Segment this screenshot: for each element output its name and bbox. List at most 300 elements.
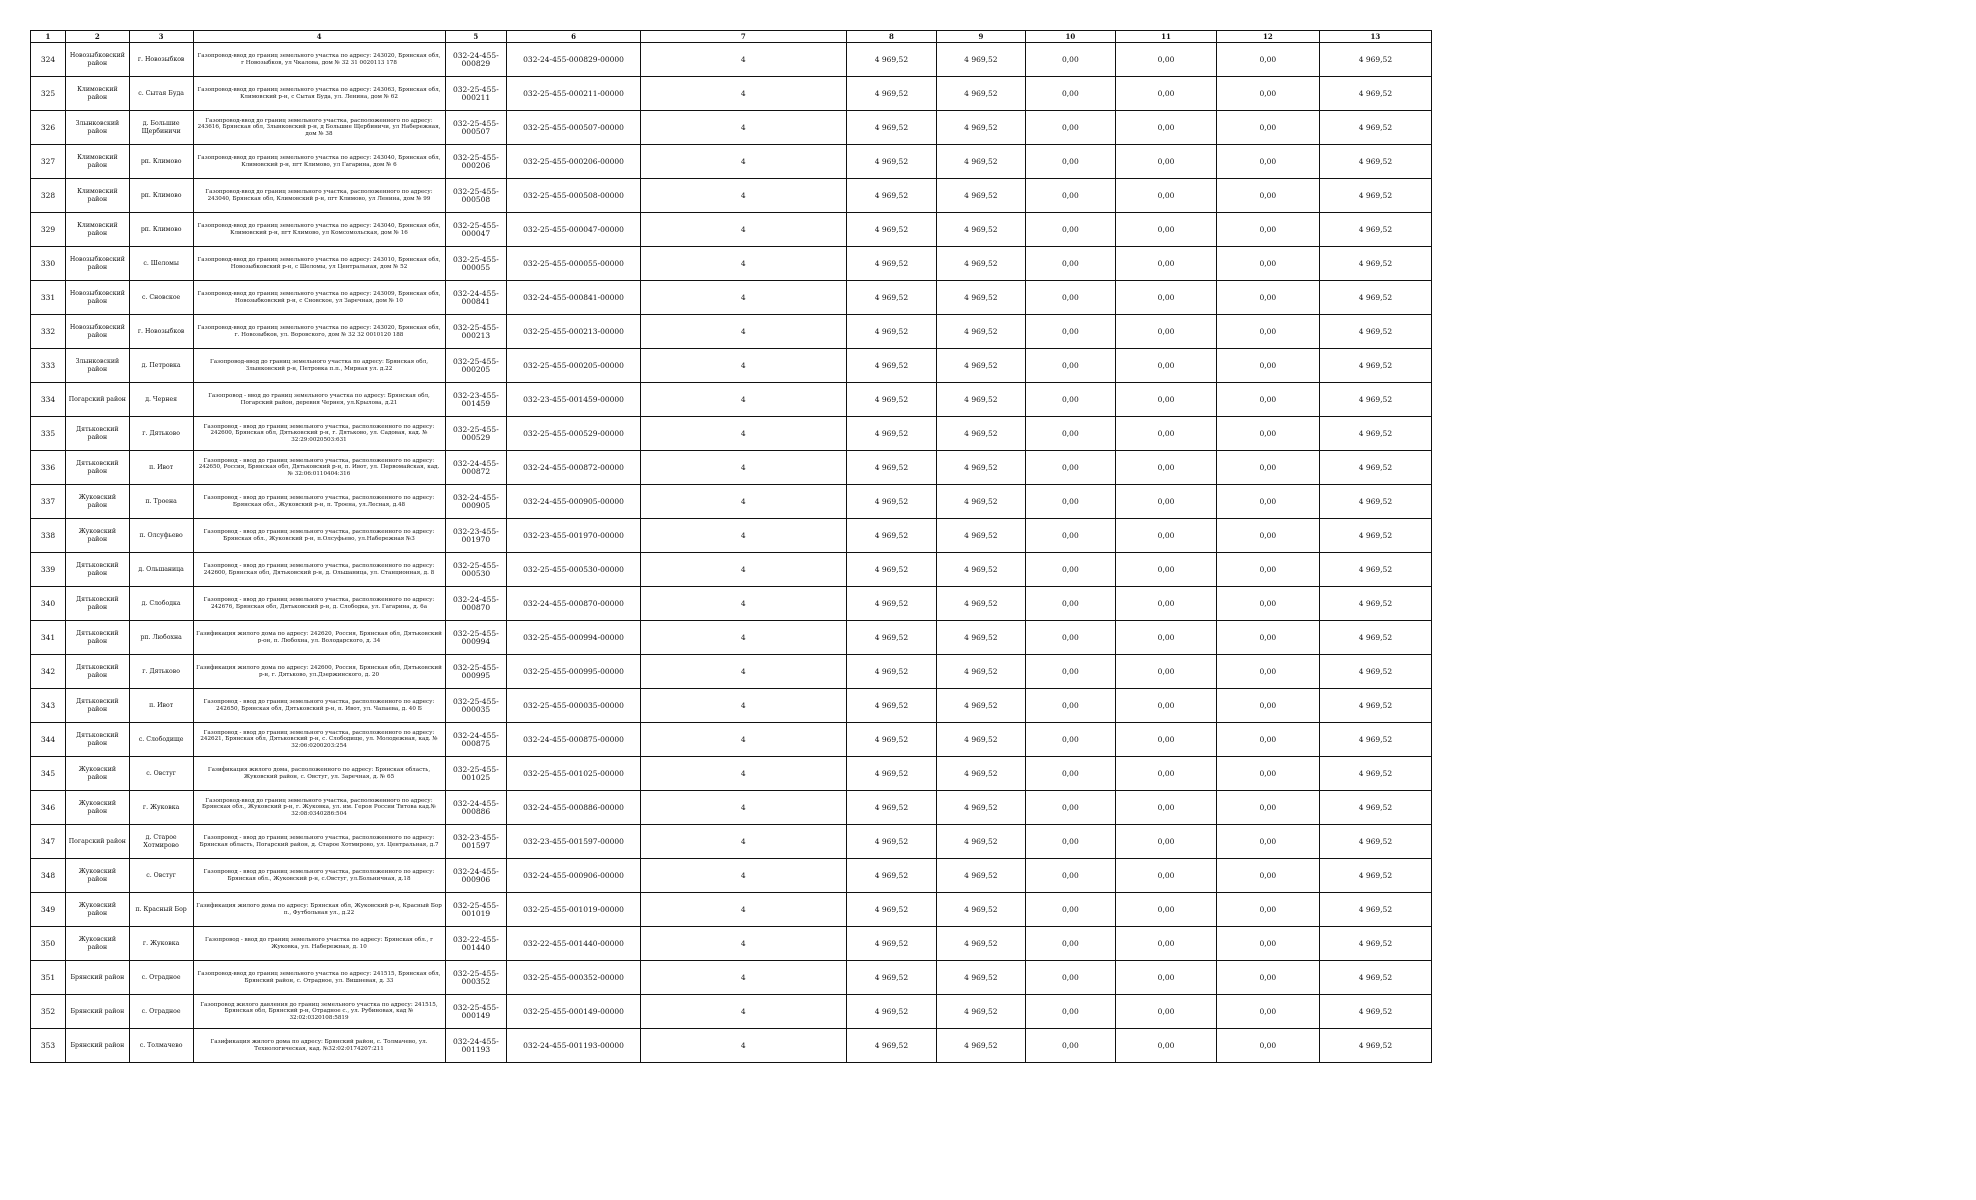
column-10-value: 0,00 (1025, 111, 1116, 145)
object-description-cell: Газопровод - ввод до границ земельного участка, расположенного по адресу: 242650, Брянская обл, Дятьковский р-н, п. Ивот, ул. Чапаева, д. 40 Б (193, 689, 445, 723)
column-7-value: 4 (640, 77, 846, 111)
column-9-value: 4 969,52 (937, 723, 1025, 757)
column-7-value: 4 (640, 485, 846, 519)
column-8-value: 4 969,52 (846, 689, 937, 723)
object-code-cell: 032-25-455-000055 (445, 247, 507, 281)
column-12-value: 0,00 (1216, 689, 1319, 723)
inventory-number-cell: 032-25-455-001019-00000 (507, 893, 641, 927)
column-9-value: 4 969,52 (937, 349, 1025, 383)
locality-cell: г. Жуковка (129, 927, 193, 961)
row-number: 348 (31, 859, 66, 893)
row-number: 342 (31, 655, 66, 689)
column-11-value: 0,00 (1116, 757, 1217, 791)
column-10-value: 0,00 (1025, 859, 1116, 893)
column-10-value: 0,00 (1025, 43, 1116, 77)
district-cell: Дятьковский район (65, 655, 129, 689)
column-13-value: 4 969,52 (1319, 247, 1431, 281)
locality-cell: с. Сновское (129, 281, 193, 315)
object-code-cell: 032-25-455-001025 (445, 757, 507, 791)
column-13-value: 4 969,52 (1319, 553, 1431, 587)
column-8-value: 4 969,52 (846, 43, 937, 77)
column-11-value: 0,00 (1116, 859, 1217, 893)
inventory-number-cell: 032-24-455-000875-00000 (507, 723, 641, 757)
column-number-header (31, 31, 1432, 43)
column-11-value: 0,00 (1116, 111, 1217, 145)
row-number: 349 (31, 893, 66, 927)
column-12-value: 0,00 (1216, 77, 1319, 111)
column-9-value: 4 969,52 (937, 519, 1025, 553)
column-7-value: 4 (640, 553, 846, 587)
column-10-value: 0,00 (1025, 179, 1116, 213)
column-number-5: 5 (445, 31, 507, 43)
object-code-cell: 032-23-455-001970 (445, 519, 507, 553)
table-row (31, 655, 1432, 689)
column-10-value: 0,00 (1025, 723, 1116, 757)
column-8-value: 4 969,52 (846, 655, 937, 689)
column-12-value: 0,00 (1216, 825, 1319, 859)
table-row (31, 349, 1432, 383)
inventory-number-cell: 032-25-455-000149-00000 (507, 995, 641, 1029)
district-cell: Новозыбковский район (65, 281, 129, 315)
locality-cell: д. Ольшаница (129, 553, 193, 587)
object-description-cell: Газопровод - ввод до границ земельного участка, расположенного по адресу: Брянская обл., Жуковский р-н, п. Троена, ул.Лесная, д.48 (193, 485, 445, 519)
column-13-value: 4 969,52 (1319, 1029, 1431, 1063)
column-9-value: 4 969,52 (937, 111, 1025, 145)
column-11-value: 0,00 (1116, 723, 1217, 757)
row-number: 328 (31, 179, 66, 213)
column-12-value: 0,00 (1216, 621, 1319, 655)
district-cell: Жуковский район (65, 519, 129, 553)
object-description-cell: Газопровод-ввод до границ земельного участка по адресу: Брянская обл, Злынковский р-н, Петровка п.п., Мирная ул. д.22 (193, 349, 445, 383)
column-8-value: 4 969,52 (846, 1029, 937, 1063)
object-description-cell: Газификация жилого дома по адресу: 242600, Россия, Брянская обл, Дятьковский р-н, г. Дятьково, ул.Дзержинского, д. 20 (193, 655, 445, 689)
column-11-value: 0,00 (1116, 315, 1217, 349)
column-8-value: 4 969,52 (846, 995, 937, 1029)
column-10-value: 0,00 (1025, 621, 1116, 655)
column-12-value: 0,00 (1216, 43, 1319, 77)
column-number-8: 8 (846, 31, 937, 43)
district-cell: Климовский район (65, 213, 129, 247)
district-cell: Брянский район (65, 1029, 129, 1063)
inventory-number-cell: 032-24-455-001193-00000 (507, 1029, 641, 1063)
district-cell: Погарский район (65, 383, 129, 417)
object-description-cell: Газификация жилого дома по адресу: Брянский район, с. Толмачево, ул. Технологическая, кад. №32:02:0174207:211 (193, 1029, 445, 1063)
object-code-cell: 032-25-455-000211 (445, 77, 507, 111)
column-8-value: 4 969,52 (846, 77, 937, 111)
column-8-value: 4 969,52 (846, 179, 937, 213)
district-cell: Дятьковский район (65, 553, 129, 587)
column-13-value: 4 969,52 (1319, 349, 1431, 383)
column-11-value: 0,00 (1116, 145, 1217, 179)
column-8-value: 4 969,52 (846, 553, 937, 587)
register-sheet (30, 30, 1432, 1063)
column-8-value: 4 969,52 (846, 893, 937, 927)
district-cell: Жуковский район (65, 757, 129, 791)
column-13-value: 4 969,52 (1319, 689, 1431, 723)
district-cell: Злынковский район (65, 349, 129, 383)
object-code-cell: 032-25-455-000995 (445, 655, 507, 689)
column-7-value: 4 (640, 179, 846, 213)
column-10-value: 0,00 (1025, 791, 1116, 825)
table-row (31, 247, 1432, 281)
locality-cell: п. Ивот (129, 689, 193, 723)
object-code-cell: 032-25-455-000529 (445, 417, 507, 451)
table-row (31, 213, 1432, 247)
column-10-value: 0,00 (1025, 587, 1116, 621)
inventory-number-cell: 032-25-455-000213-00000 (507, 315, 641, 349)
object-code-cell: 032-25-455-000205 (445, 349, 507, 383)
object-description-cell: Газопровод-ввод до границ земельного участка по адресу: 243040, Брянская обл, Климовский р-н, пгт Климово, ул Комсомольская, дом № 16 (193, 213, 445, 247)
column-10-value: 0,00 (1025, 893, 1116, 927)
table-row (31, 757, 1432, 791)
column-11-value: 0,00 (1116, 77, 1217, 111)
column-10-value: 0,00 (1025, 757, 1116, 791)
column-7-value: 4 (640, 213, 846, 247)
inventory-number-cell: 032-25-455-000995-00000 (507, 655, 641, 689)
column-13-value: 4 969,52 (1319, 315, 1431, 349)
object-code-cell: 032-25-455-000508 (445, 179, 507, 213)
column-7-value: 4 (640, 927, 846, 961)
row-number: 345 (31, 757, 66, 791)
column-10-value: 0,00 (1025, 315, 1116, 349)
column-8-value: 4 969,52 (846, 757, 937, 791)
locality-cell: с. Отрадное (129, 995, 193, 1029)
table-row (31, 383, 1432, 417)
row-number: 337 (31, 485, 66, 519)
column-12-value: 0,00 (1216, 791, 1319, 825)
object-code-cell: 032-24-455-000872 (445, 451, 507, 485)
column-10-value: 0,00 (1025, 655, 1116, 689)
row-number: 351 (31, 961, 66, 995)
column-12-value: 0,00 (1216, 417, 1319, 451)
column-10-value: 0,00 (1025, 689, 1116, 723)
column-11-value: 0,00 (1116, 927, 1217, 961)
district-cell: Новозыбковский район (65, 43, 129, 77)
object-code-cell: 032-25-455-000206 (445, 145, 507, 179)
object-code-cell: 032-24-455-000905 (445, 485, 507, 519)
table-row (31, 553, 1432, 587)
column-9-value: 4 969,52 (937, 655, 1025, 689)
object-description-cell: Газопровод-ввод до границ земельного участка по адресу: 243010, Брянская обл, Новозыбковский р-н, с Шеломы, ул Центральная, дом № 52 (193, 247, 445, 281)
district-cell: Дятьковский район (65, 723, 129, 757)
locality-cell: рп. Климово (129, 145, 193, 179)
object-code-cell: 032-24-455-000841 (445, 281, 507, 315)
column-7-value: 4 (640, 859, 846, 893)
row-number: 343 (31, 689, 66, 723)
row-number: 336 (31, 451, 66, 485)
column-8-value: 4 969,52 (846, 859, 937, 893)
object-description-cell: Газопровод-ввод до границ земельного участка по адресу: 243040, Брянская обл, Климовский р-н, пгт Климово, ул Гагарина, дом № 6 (193, 145, 445, 179)
inventory-number-cell: 032-23-455-001597-00000 (507, 825, 641, 859)
column-13-value: 4 969,52 (1319, 587, 1431, 621)
inventory-number-cell: 032-23-455-001970-00000 (507, 519, 641, 553)
object-description-cell: Газопровод - ввод до границ земельного участка, расположенного по адресу: 242650, Россия, Брянская обл, Дятьковский р-н, п. Ивот, ул. Первомайская, кад. № 32:06:0110404:316 (193, 451, 445, 485)
district-cell: Дятьковский район (65, 689, 129, 723)
column-9-value: 4 969,52 (937, 757, 1025, 791)
column-11-value: 0,00 (1116, 995, 1217, 1029)
column-7-value: 4 (640, 995, 846, 1029)
column-9-value: 4 969,52 (937, 43, 1025, 77)
column-12-value: 0,00 (1216, 349, 1319, 383)
column-13-value: 4 969,52 (1319, 655, 1431, 689)
column-11-value: 0,00 (1116, 451, 1217, 485)
district-cell: Жуковский район (65, 859, 129, 893)
inventory-number-cell: 032-24-455-000829-00000 (507, 43, 641, 77)
column-7-value: 4 (640, 587, 846, 621)
inventory-number-cell: 032-25-455-000994-00000 (507, 621, 641, 655)
column-7-value: 4 (640, 655, 846, 689)
column-9-value: 4 969,52 (937, 77, 1025, 111)
object-code-cell: 032-25-455-000213 (445, 315, 507, 349)
column-8-value: 4 969,52 (846, 791, 937, 825)
object-code-cell: 032-25-455-000352 (445, 961, 507, 995)
column-number-10: 10 (1025, 31, 1116, 43)
column-8-value: 4 969,52 (846, 247, 937, 281)
column-7-value: 4 (640, 893, 846, 927)
locality-cell: д. Слободка (129, 587, 193, 621)
object-code-cell: 032-23-455-001459 (445, 383, 507, 417)
object-description-cell: Газопровод - ввод до границ земельного участка, расположенного по адресу: 242621, Брянская обл, Дятьковский р-н, с. Слободище, ул. Молодежная, кад. № 32:06:0200203:254 (193, 723, 445, 757)
register-body (31, 43, 1432, 1063)
column-12-value: 0,00 (1216, 519, 1319, 553)
table-row (31, 689, 1432, 723)
locality-cell: с. Шеломы (129, 247, 193, 281)
object-description-cell: Газопровод - ввод до границ земельного участка по адресу: Брянская обл, Погарский район, деревня Чернея, ул.Крылова, д.21 (193, 383, 445, 417)
locality-cell: рп. Климово (129, 213, 193, 247)
column-13-value: 4 969,52 (1319, 927, 1431, 961)
column-number-6: 6 (507, 31, 641, 43)
district-cell: Злынковский район (65, 111, 129, 145)
inventory-number-cell: 032-24-455-000872-00000 (507, 451, 641, 485)
column-12-value: 0,00 (1216, 247, 1319, 281)
column-10-value: 0,00 (1025, 383, 1116, 417)
district-cell: Климовский район (65, 179, 129, 213)
row-number: 333 (31, 349, 66, 383)
column-10-value: 0,00 (1025, 349, 1116, 383)
column-13-value: 4 969,52 (1319, 451, 1431, 485)
column-11-value: 0,00 (1116, 1029, 1217, 1063)
object-description-cell: Газопровод жилого давления до границ земельного участка по адресу: 241515, Брянская обл, Брянский р-н, Отрадное с., ул. Рубиновая, кад № 32:02:0320108:5819 (193, 995, 445, 1029)
object-code-cell: 032-25-455-000530 (445, 553, 507, 587)
column-11-value: 0,00 (1116, 519, 1217, 553)
inventory-number-cell: 032-25-455-000507-00000 (507, 111, 641, 145)
column-7-value: 4 (640, 145, 846, 179)
column-10-value: 0,00 (1025, 1029, 1116, 1063)
column-13-value: 4 969,52 (1319, 145, 1431, 179)
column-7-value: 4 (640, 1029, 846, 1063)
table-row (31, 145, 1432, 179)
column-7-value: 4 (640, 621, 846, 655)
object-description-cell: Газификация жилого дома по адресу: 242620, Россия, Брянская обл, Дятьковский р-он, п. Любохна, ул. Володарского, д. 34 (193, 621, 445, 655)
table-row (31, 43, 1432, 77)
column-13-value: 4 969,52 (1319, 621, 1431, 655)
column-13-value: 4 969,52 (1319, 43, 1431, 77)
column-12-value: 0,00 (1216, 859, 1319, 893)
object-description-cell: Газопровод - ввод до границ земельного участка по адресу: Брянская обл., г Жуковка, ул. Набережная, д. 10 (193, 927, 445, 961)
table-row (31, 451, 1432, 485)
column-11-value: 0,00 (1116, 587, 1217, 621)
object-code-cell: 032-25-455-000507 (445, 111, 507, 145)
object-description-cell: Газопровод - ввод до границ земельного участка, расположенного по адресу: Брянская область, Погарский район, д. Старое Хотмирово, ул. Центральная, д.7 (193, 825, 445, 859)
inventory-number-cell: 032-25-455-000035-00000 (507, 689, 641, 723)
district-cell: Новозыбковский район (65, 247, 129, 281)
object-code-cell: 032-24-455-000906 (445, 859, 507, 893)
locality-cell: п. Красный Бор (129, 893, 193, 927)
column-9-value: 4 969,52 (937, 485, 1025, 519)
column-11-value: 0,00 (1116, 43, 1217, 77)
column-8-value: 4 969,52 (846, 587, 937, 621)
object-description-cell: Газопровод-ввод до границ земельного участка по адресу: 241515, Брянская обл, Брянский район, с. Отрадное, ул. Вишневая, д. 33 (193, 961, 445, 995)
column-12-value: 0,00 (1216, 893, 1319, 927)
column-number-1: 1 (31, 31, 66, 43)
column-11-value: 0,00 (1116, 417, 1217, 451)
row-number: 330 (31, 247, 66, 281)
table-row (31, 961, 1432, 995)
column-number-11: 11 (1116, 31, 1217, 43)
inventory-number-cell: 032-22-455-001440-00000 (507, 927, 641, 961)
column-11-value: 0,00 (1116, 281, 1217, 315)
inventory-number-cell: 032-25-455-000508-00000 (507, 179, 641, 213)
column-11-value: 0,00 (1116, 383, 1217, 417)
table-row (31, 417, 1432, 451)
column-10-value: 0,00 (1025, 281, 1116, 315)
locality-cell: с. Овстуг (129, 757, 193, 791)
table-row (31, 315, 1432, 349)
row-number: 340 (31, 587, 66, 621)
table-row (31, 621, 1432, 655)
column-7-value: 4 (640, 383, 846, 417)
table-row (31, 859, 1432, 893)
row-number: 335 (31, 417, 66, 451)
inventory-number-cell: 032-25-455-000047-00000 (507, 213, 641, 247)
object-description-cell: Газопровод-ввод до границ земельного участка по адресу: 243020, Брянская обл, г Новозыбков, ул Чкалова, дом № 32 31 0020113 178 (193, 43, 445, 77)
column-12-value: 0,00 (1216, 145, 1319, 179)
column-7-value: 4 (640, 43, 846, 77)
inventory-number-cell: 032-24-455-000841-00000 (507, 281, 641, 315)
column-number-9: 9 (937, 31, 1025, 43)
object-description-cell: Газификация жилого дома по адресу: Брянская обл, Жуковский р-н, Красный Бор п., Футбольная ул., д.22 (193, 893, 445, 927)
locality-cell: п. Олсуфьево (129, 519, 193, 553)
locality-cell: с. Сытая Буда (129, 77, 193, 111)
column-9-value: 4 969,52 (937, 315, 1025, 349)
column-11-value: 0,00 (1116, 655, 1217, 689)
object-description-cell: Газификация жилого дома, расположенного по адресу: Брянская область, Жуковский район, с. Овстуг, ул. Заречная, д. № 65 (193, 757, 445, 791)
column-8-value: 4 969,52 (846, 349, 937, 383)
district-cell: Дятьковский район (65, 621, 129, 655)
object-description-cell: Газопровод-ввод до границ земельного участка, расположенного по адресу: 243616, Брянская обл, Злынковский р-н, д Большие Щербиничи, ул Набережная, дом № 38 (193, 111, 445, 145)
column-9-value: 4 969,52 (937, 451, 1025, 485)
inventory-number-cell: 032-24-455-000906-00000 (507, 859, 641, 893)
column-9-value: 4 969,52 (937, 417, 1025, 451)
object-description-cell: Газопровод-ввод до границ земельного участка, расположенного по адресу: Брянская обл., Жуковский р-н, г. Жуковка, ул. им. Героя России Титова кад.№ 32:08:0340286:504 (193, 791, 445, 825)
row-number: 344 (31, 723, 66, 757)
object-description-cell: Газопровод-ввод до границ земельного участка по адресу: 243020, Брянская обл, г. Новозыбков, ул. Воровского, дом № 32 32 0010120 188 (193, 315, 445, 349)
column-number-2: 2 (65, 31, 129, 43)
column-7-value: 4 (640, 111, 846, 145)
column-10-value: 0,00 (1025, 417, 1116, 451)
inventory-number-cell: 032-25-455-001025-00000 (507, 757, 641, 791)
column-12-value: 0,00 (1216, 553, 1319, 587)
column-10-value: 0,00 (1025, 247, 1116, 281)
asset-register-table (30, 30, 1432, 1063)
table-row (31, 281, 1432, 315)
column-8-value: 4 969,52 (846, 961, 937, 995)
column-10-value: 0,00 (1025, 995, 1116, 1029)
column-7-value: 4 (640, 825, 846, 859)
district-cell: Новозыбковский район (65, 315, 129, 349)
column-9-value: 4 969,52 (937, 179, 1025, 213)
district-cell: Дятьковский район (65, 587, 129, 621)
object-code-cell: 032-24-455-001193 (445, 1029, 507, 1063)
row-number: 353 (31, 1029, 66, 1063)
district-cell: Брянский район (65, 961, 129, 995)
object-code-cell: 032-25-455-000149 (445, 995, 507, 1029)
column-13-value: 4 969,52 (1319, 791, 1431, 825)
column-10-value: 0,00 (1025, 485, 1116, 519)
row-number: 327 (31, 145, 66, 179)
column-7-value: 4 (640, 791, 846, 825)
table-row (31, 1029, 1432, 1063)
column-9-value: 4 969,52 (937, 825, 1025, 859)
row-number: 341 (31, 621, 66, 655)
column-9-value: 4 969,52 (937, 145, 1025, 179)
column-13-value: 4 969,52 (1319, 961, 1431, 995)
district-cell: Брянский район (65, 995, 129, 1029)
column-number-13: 13 (1319, 31, 1431, 43)
column-11-value: 0,00 (1116, 893, 1217, 927)
inventory-number-cell: 032-24-455-000905-00000 (507, 485, 641, 519)
column-9-value: 4 969,52 (937, 927, 1025, 961)
column-12-value: 0,00 (1216, 757, 1319, 791)
table-row (31, 519, 1432, 553)
column-12-value: 0,00 (1216, 1029, 1319, 1063)
object-description-cell: Газопровод-ввод до границ земельного участка по адресу: 243009, Брянская обл, Новозыбковский р-н, с Сновское, ул Заречная, дом № 10 (193, 281, 445, 315)
district-cell: Погарский район (65, 825, 129, 859)
column-8-value: 4 969,52 (846, 485, 937, 519)
object-code-cell: 032-25-455-000994 (445, 621, 507, 655)
object-code-cell: 032-24-455-000829 (445, 43, 507, 77)
table-row (31, 179, 1432, 213)
column-number-7: 7 (640, 31, 846, 43)
column-8-value: 4 969,52 (846, 383, 937, 417)
column-10-value: 0,00 (1025, 213, 1116, 247)
column-9-value: 4 969,52 (937, 587, 1025, 621)
column-9-value: 4 969,52 (937, 383, 1025, 417)
column-10-value: 0,00 (1025, 553, 1116, 587)
column-12-value: 0,00 (1216, 315, 1319, 349)
locality-cell: г. Новозыбков (129, 315, 193, 349)
object-code-cell: 032-25-455-000047 (445, 213, 507, 247)
column-number-3: 3 (129, 31, 193, 43)
column-9-value: 4 969,52 (937, 893, 1025, 927)
column-13-value: 4 969,52 (1319, 77, 1431, 111)
column-12-value: 0,00 (1216, 451, 1319, 485)
column-10-value: 0,00 (1025, 519, 1116, 553)
locality-cell: г. Дятьково (129, 417, 193, 451)
column-7-value: 4 (640, 349, 846, 383)
row-number: 332 (31, 315, 66, 349)
column-10-value: 0,00 (1025, 451, 1116, 485)
column-8-value: 4 969,52 (846, 621, 937, 655)
locality-cell: д. Большие Щербиничи (129, 111, 193, 145)
locality-cell: д. Петровка (129, 349, 193, 383)
locality-cell: рп. Климово (129, 179, 193, 213)
table-row (31, 995, 1432, 1029)
table-row (31, 485, 1432, 519)
column-7-value: 4 (640, 281, 846, 315)
column-11-value: 0,00 (1116, 349, 1217, 383)
column-9-value: 4 969,52 (937, 213, 1025, 247)
